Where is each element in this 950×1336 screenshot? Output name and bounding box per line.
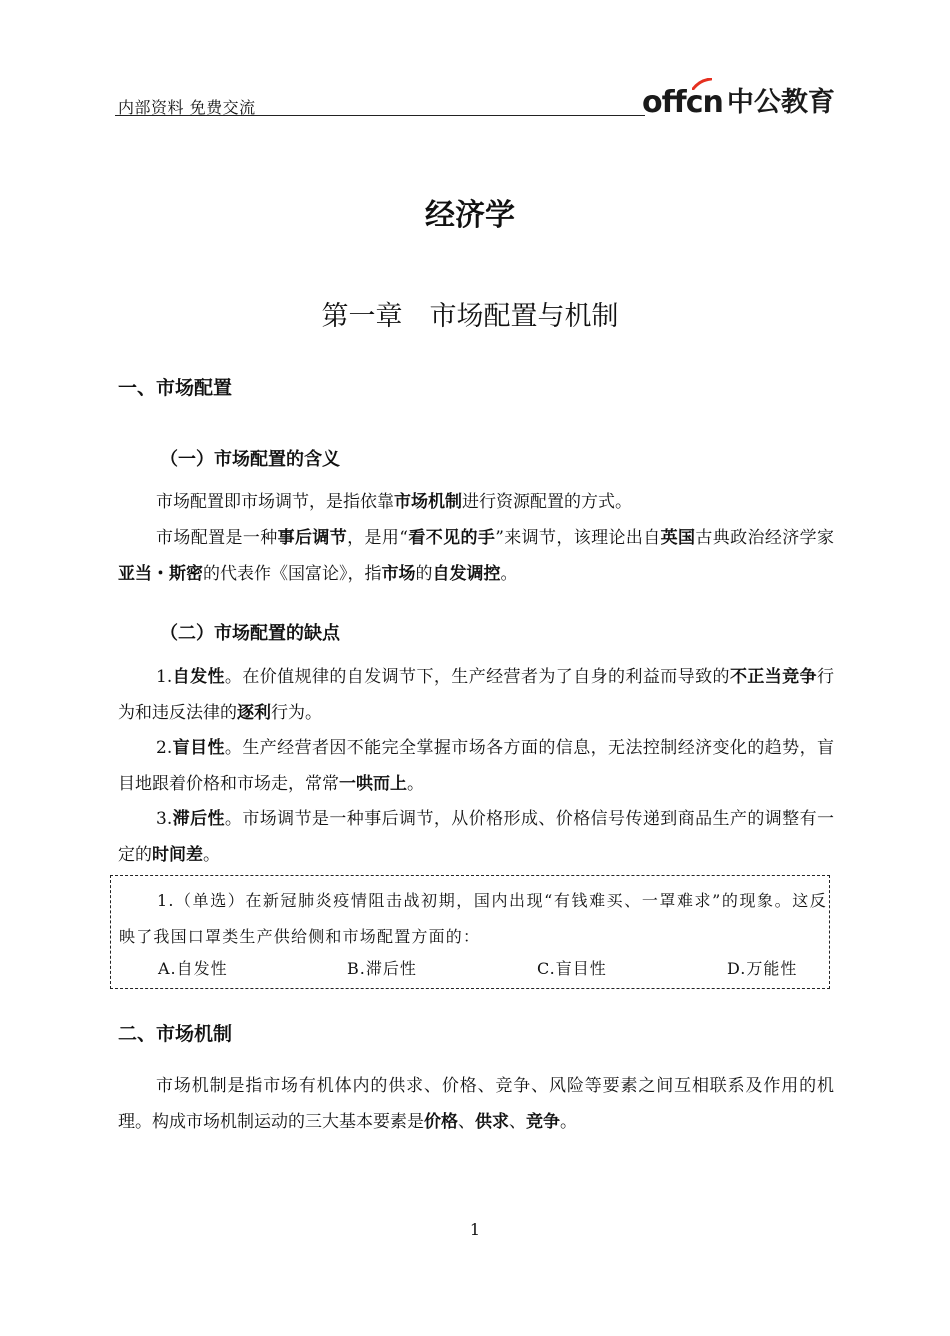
section1-heading: 一、市场配置 [118, 377, 233, 399]
option-c: C.盲目性 [537, 959, 607, 978]
question-text: 1.（单选）在新冠肺炎疫情阻击战初期，国内出现“有钱难买、一罩难求”的现象。这反映了我国口罩类生产供给侧和市场配置方面的： [119, 891, 827, 946]
logo-en-text: offcn [642, 85, 723, 120]
question-box [110, 875, 830, 989]
paragraph: 1.自发性。在价值规律的自发调节下，生产经营者为了自身的利益而导致的不正当竞争行为和违反法律的逐利行为。 [118, 667, 835, 723]
page-number: 1 [469, 1220, 481, 1239]
header-left-text: 内部资料 免费交流 [118, 98, 256, 117]
section1-sub1-heading: （一）市场配置的含义 [160, 449, 340, 470]
paragraph: 2.盲目性。生产经营者因不能完全掌握市场各方面的信息，无法控制经济变化的趋势，盲目地跟着价格和市场走，常常一哄而上。 [118, 738, 835, 794]
section2-heading: 二、市场机制 [118, 1023, 233, 1045]
paragraph: 市场配置即市场调节，是指依靠市场机制进行资源配置的方式。 [156, 492, 632, 512]
logo-swoosh-icon [692, 78, 712, 90]
option-a: A.自发性 [158, 959, 228, 978]
option-b: B.滞后性 [347, 959, 417, 978]
logo-cn-text: 中公教育 [726, 87, 835, 118]
chapter-title: 第一章 市场配置与机制 [321, 301, 619, 332]
paragraph: 市场配置是一种事后调节，是用“看不见的手”来调节，该理论出自英国古典政治经济学家亚当・斯密的代表作《国富论》，指市场的自发调控。 [118, 528, 835, 584]
logo-wordmark [642, 86, 723, 120]
section1-sub2-heading: （二）市场配置的缺点 [160, 623, 340, 644]
option-d: D.万能性 [727, 959, 798, 978]
paragraph: 3.滞后性。市场调节是一种事后调节，从价格形成、价格信号传递到商品生产的调整有一定的时间差。 [118, 809, 835, 865]
document-title: 经济学 [425, 198, 515, 233]
brand-logo [642, 80, 835, 120]
paragraph: 市场机制是指市场有机体内的供求、价格、竞争、风险等要素之间互相联系及作用的机理。构成市场机制运动的三大基本要素是价格、供求、竞争。 [118, 1076, 834, 1132]
header-rule [115, 115, 645, 116]
